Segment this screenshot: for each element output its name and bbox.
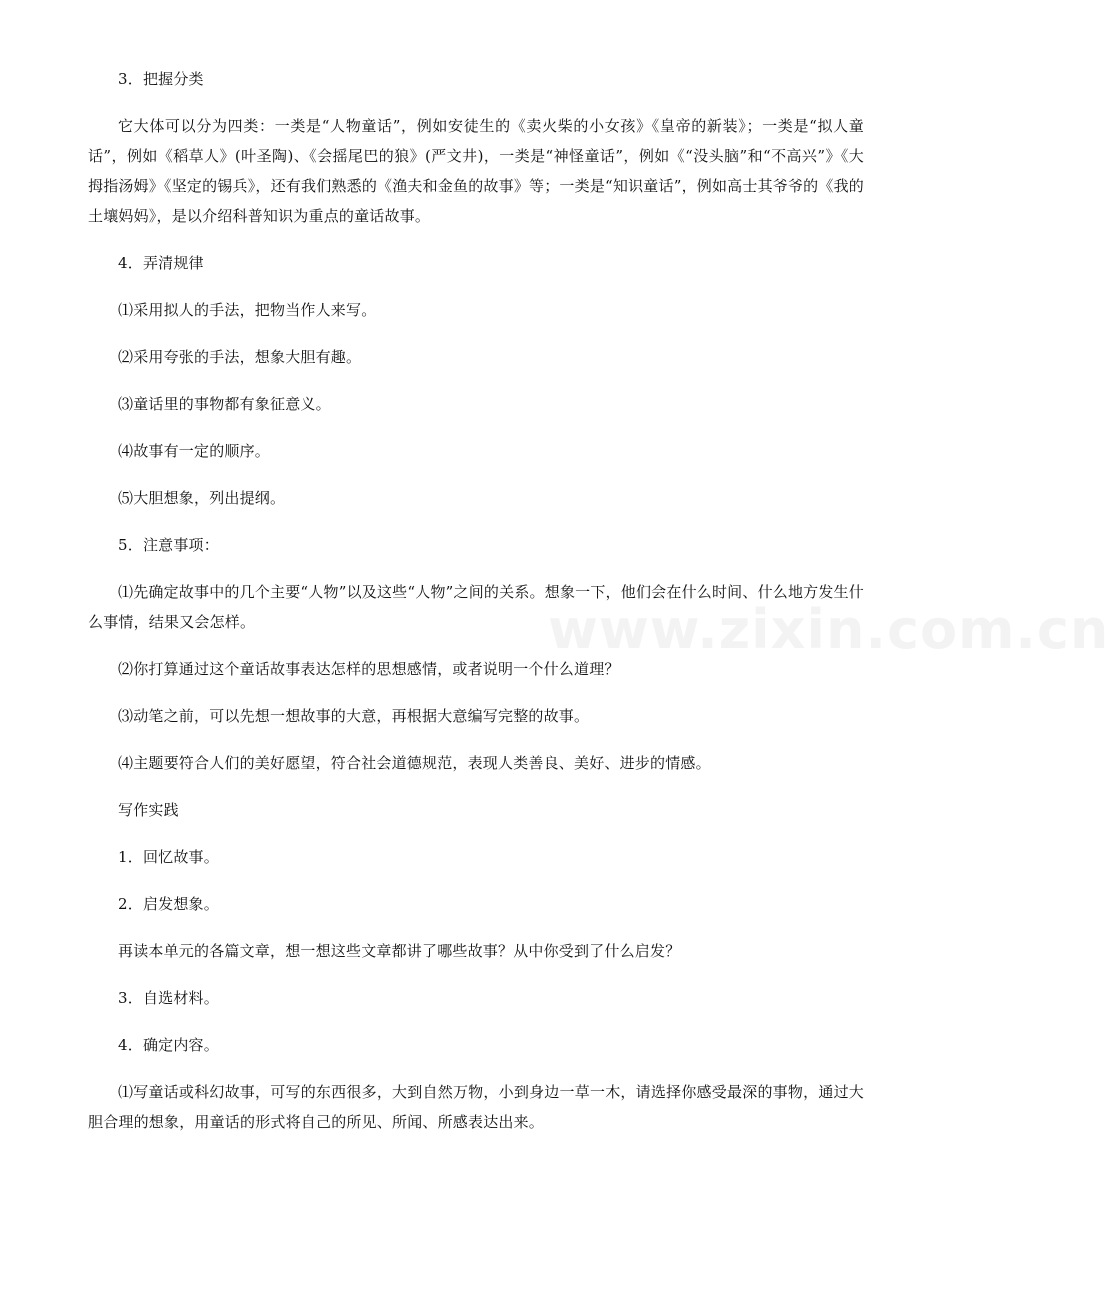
paragraph-classification: 它大体可以分为四类：一类是“人物童话”，例如安徒生的《卖火柴的小女孩》《皇帝的新装》；一类是“拟人童话”，例如《稻草人》(叶圣陶)、《会摇尾巴的狼》(严文井)，一类是“神怪童话”，例如《“没头脑”和“不高兴”》《大拇指汤姆》《坚定的锡兵》，还有我们熟悉的《渔夫和金鱼的故事》等；一类是“知识童话”，例如高士其爷爷的《我的土壤妈妈》，是以介绍科普知识为重点的童话故事。 <box>88 117 864 225</box>
watermark: www.zixin.com.cn <box>548 598 1109 661</box>
practice-step-1: 1．回忆故事。 <box>118 848 219 866</box>
paragraph-reread: 再读本单元的各篇文章，想一想这些文章都讲了哪些故事？从中你受到了什么启发？ <box>118 942 681 960</box>
list-item-content-1: ⑴写童话或科幻故事，可写的东西很多，大到自然万物，小到身边一草一木，请选择你感受最深的事物，通过大胆合理的想象，用童话的形式将自己的所见、所闻、所感表达出来。 <box>88 1083 864 1131</box>
section-heading-practice: 写作实践 <box>118 801 179 819</box>
section-heading-notes: 5．注意事项： <box>118 536 219 554</box>
list-item-rule-5: ⑸大胆想象，列出提纲。 <box>118 489 286 507</box>
list-item-note-3: ⑶动笔之前，可以先想一想故事的大意，再根据大意编写完整的故事。 <box>118 707 590 725</box>
practice-step-3: 3．自选材料。 <box>118 989 219 1007</box>
list-item-rule-1: ⑴采用拟人的手法，把物当作人来写。 <box>118 301 377 319</box>
section-heading-classification: 3．把握分类 <box>118 70 204 88</box>
practice-step-2: 2．启发想象。 <box>118 895 219 913</box>
section-heading-rules: 4．弄清规律 <box>118 254 204 272</box>
list-item-note-4: ⑷主题要符合人们的美好愿望，符合社会道德规范，表现人类善良、美好、进步的情感。 <box>118 754 711 772</box>
list-item-note-1: ⑴先确定故事中的几个主要“人物”以及这些“人物”之间的关系。想象一下，他们会在什么时间、什么地方发生什么事情，结果又会怎样。 <box>88 583 864 631</box>
list-item-rule-4: ⑷故事有一定的顺序。 <box>118 442 271 460</box>
list-item-note-2: ⑵你打算通过这个童话故事表达怎样的思想感情，或者说明一个什么道理？ <box>118 660 620 678</box>
list-item-rule-3: ⑶童话里的事物都有象征意义。 <box>118 395 331 413</box>
list-item-rule-2: ⑵采用夸张的手法，想象大胆有趣。 <box>118 348 362 366</box>
document-body <box>88 64 864 1154</box>
practice-step-4: 4．确定内容。 <box>118 1036 219 1054</box>
